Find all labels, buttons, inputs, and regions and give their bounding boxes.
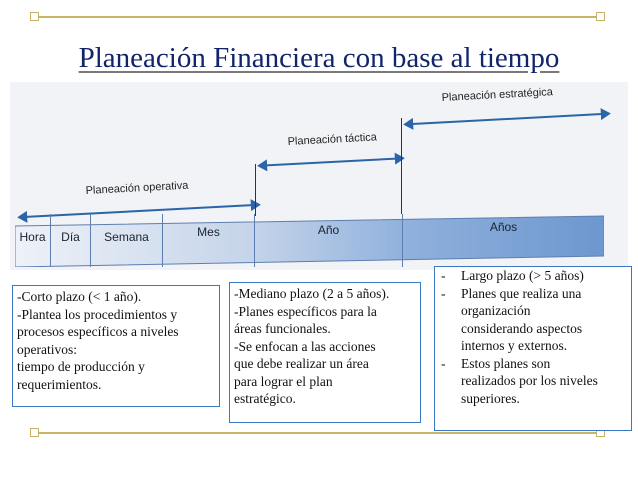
list-item xyxy=(439,355,627,408)
list-item-line: Largo plazo (> 5 años) xyxy=(461,268,584,283)
box-line: áreas funcionales. xyxy=(234,321,331,336)
list-item xyxy=(439,267,627,285)
bullet-dash: - xyxy=(441,355,446,371)
list-item-line: internos y externos. xyxy=(461,338,568,353)
list-item-line: superiores. xyxy=(461,390,520,406)
timeline-label: Día xyxy=(61,230,80,244)
timeline-cell-month xyxy=(163,214,255,267)
long-term-list xyxy=(439,267,627,407)
bullet-dash: - xyxy=(441,285,446,301)
timeline-cell-years xyxy=(403,214,604,267)
timeline-cell-week xyxy=(91,214,163,267)
list-item-line: Estos planes son xyxy=(461,355,551,371)
long-term-box xyxy=(434,266,632,431)
timeline-cell-hour xyxy=(15,214,51,267)
bullet-dash: - xyxy=(441,268,446,283)
box-line: -Corto plazo (< 1 año). xyxy=(17,289,142,304)
top-decor-square xyxy=(596,12,605,21)
list-item-line: considerando aspectos xyxy=(461,320,583,336)
timeline-cell-year xyxy=(255,214,403,267)
timeline-label: Años xyxy=(489,220,518,234)
box-line: operativos: xyxy=(17,341,77,357)
list-item-line: Planes que realiza una xyxy=(461,285,582,301)
box-line: procesos específicos a niveles xyxy=(17,324,179,339)
box-line: para lograr el plan xyxy=(234,373,333,389)
tactical-boundary-line xyxy=(255,164,256,216)
box-line: estratégico. xyxy=(234,391,296,406)
timeline-label: Mes xyxy=(197,225,220,239)
box-line: tiempo de producción y xyxy=(17,359,145,374)
tactical-range-arrow xyxy=(266,158,396,167)
strategic-range-arrow xyxy=(412,113,602,125)
bottom-decor-line xyxy=(34,432,600,434)
top-decor-line xyxy=(34,16,600,18)
phase-label-strategic: Planeación estratégica xyxy=(441,86,554,104)
bottom-decor-square xyxy=(30,428,39,437)
timeline-label: Semana xyxy=(104,230,149,244)
timeline-label: Hora xyxy=(19,230,46,244)
box-line: -Se enfocan a las acciones xyxy=(234,338,376,354)
list-item xyxy=(439,285,627,355)
phase-label-operative: Planeación operativa xyxy=(85,179,189,197)
arrow-right-head xyxy=(395,152,406,165)
box-line: -Plantea los procedimientos y xyxy=(17,306,178,322)
timeline-label: Año xyxy=(317,223,340,237)
medium-term-box xyxy=(229,282,421,423)
list-item-line: organización xyxy=(461,303,531,318)
timeline-cell-day xyxy=(51,214,91,267)
timeline-bar xyxy=(15,214,604,267)
box-line: que debe realizar un área xyxy=(234,356,369,371)
list-item-line: realizados por los niveles xyxy=(461,373,598,388)
slide-title: Planeación Financiera con base al tiempo xyxy=(78,42,560,74)
arrow-right-head xyxy=(601,108,612,121)
strategic-boundary-line xyxy=(401,118,402,214)
box-line: -Planes específicos para la xyxy=(234,303,377,319)
top-decor-square xyxy=(30,12,39,21)
arrow-left-head xyxy=(257,159,268,172)
phase-label-tactical: Planeación táctica xyxy=(287,131,378,148)
short-term-box xyxy=(12,285,220,407)
box-line: requerimientos. xyxy=(17,376,102,392)
box-line: -Mediano plazo (2 a 5 años). xyxy=(234,286,390,301)
arrow-left-head xyxy=(403,118,414,131)
